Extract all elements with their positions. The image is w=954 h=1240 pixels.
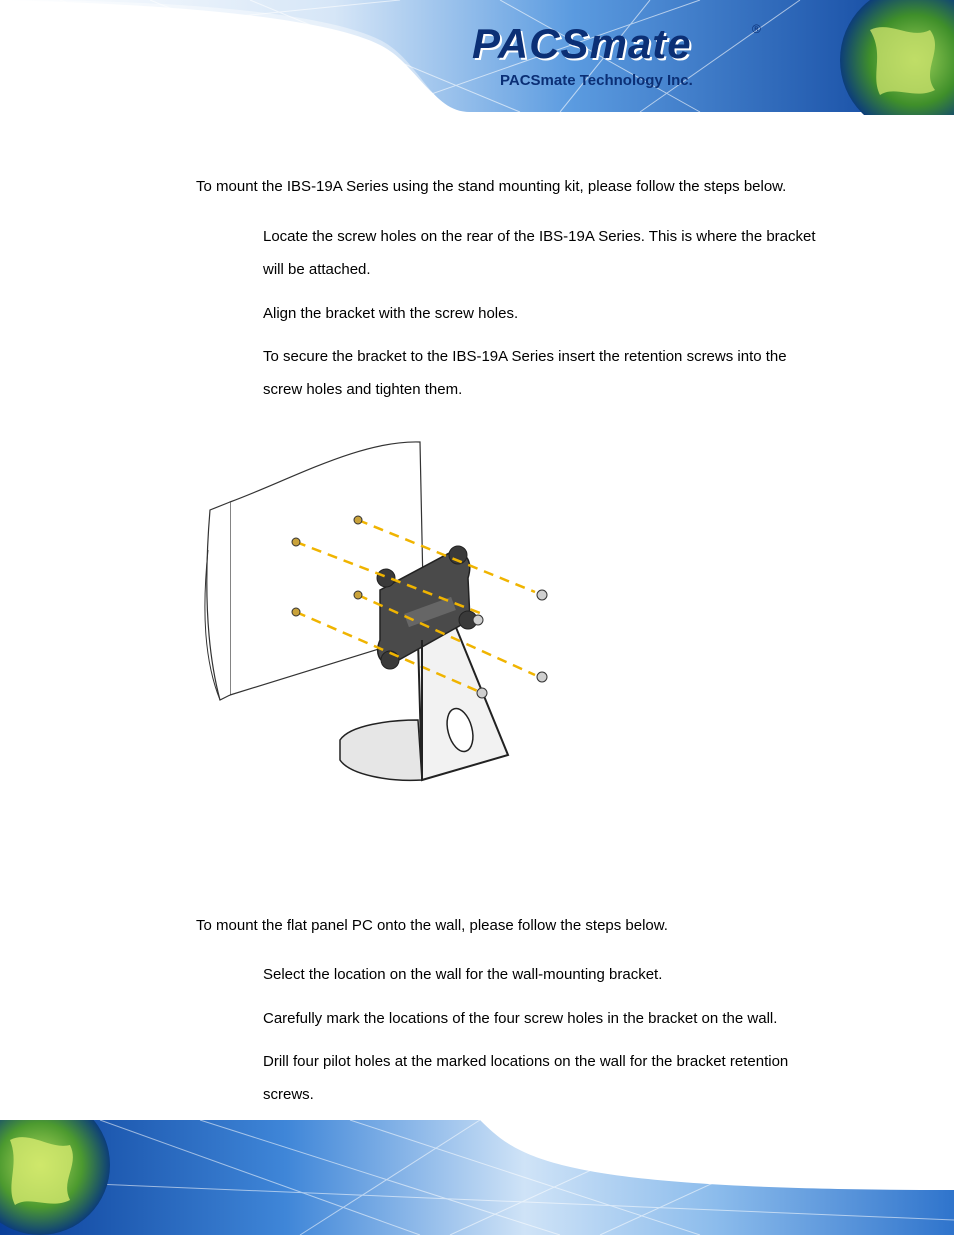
stand-step-2: Align the bracket with the screw holes. <box>263 305 519 322</box>
footer-banner <box>0 1120 954 1235</box>
stand-step-3: To secure the bracket to the IBS-19A Series insert the retention screws into the screw holes and tighten them. <box>263 348 787 398</box>
wall-step-3: Drill four pilot holes at the marked locations on the wall for the bracket retention screws. <box>263 1053 789 1103</box>
stand-mounting-illustration <box>190 430 570 790</box>
wall-step-2: Carefully mark the locations of the four screw holes in the bracket on the wall. <box>263 1010 778 1027</box>
wall-intro: To mount the flat panel PC onto the wall, please follow the steps below. <box>196 917 668 934</box>
stand-intro: To mount the IBS-19A Series using the stand mounting kit, please follow the steps below. <box>196 178 787 195</box>
wall-step-1: Select the location on the wall for the wall-mounting bracket. <box>263 966 663 983</box>
registered-mark: ® <box>752 22 761 36</box>
page-footer <box>0 1120 954 1235</box>
logo: PACSmate <box>472 20 692 67</box>
page-header <box>0 0 954 115</box>
stand-step-1: Locate the screw holes on the rear of the IBS-19A Series. This is where the bracket will be attached. <box>263 228 816 278</box>
company-name: PACSmate Technology Inc. <box>500 72 693 89</box>
